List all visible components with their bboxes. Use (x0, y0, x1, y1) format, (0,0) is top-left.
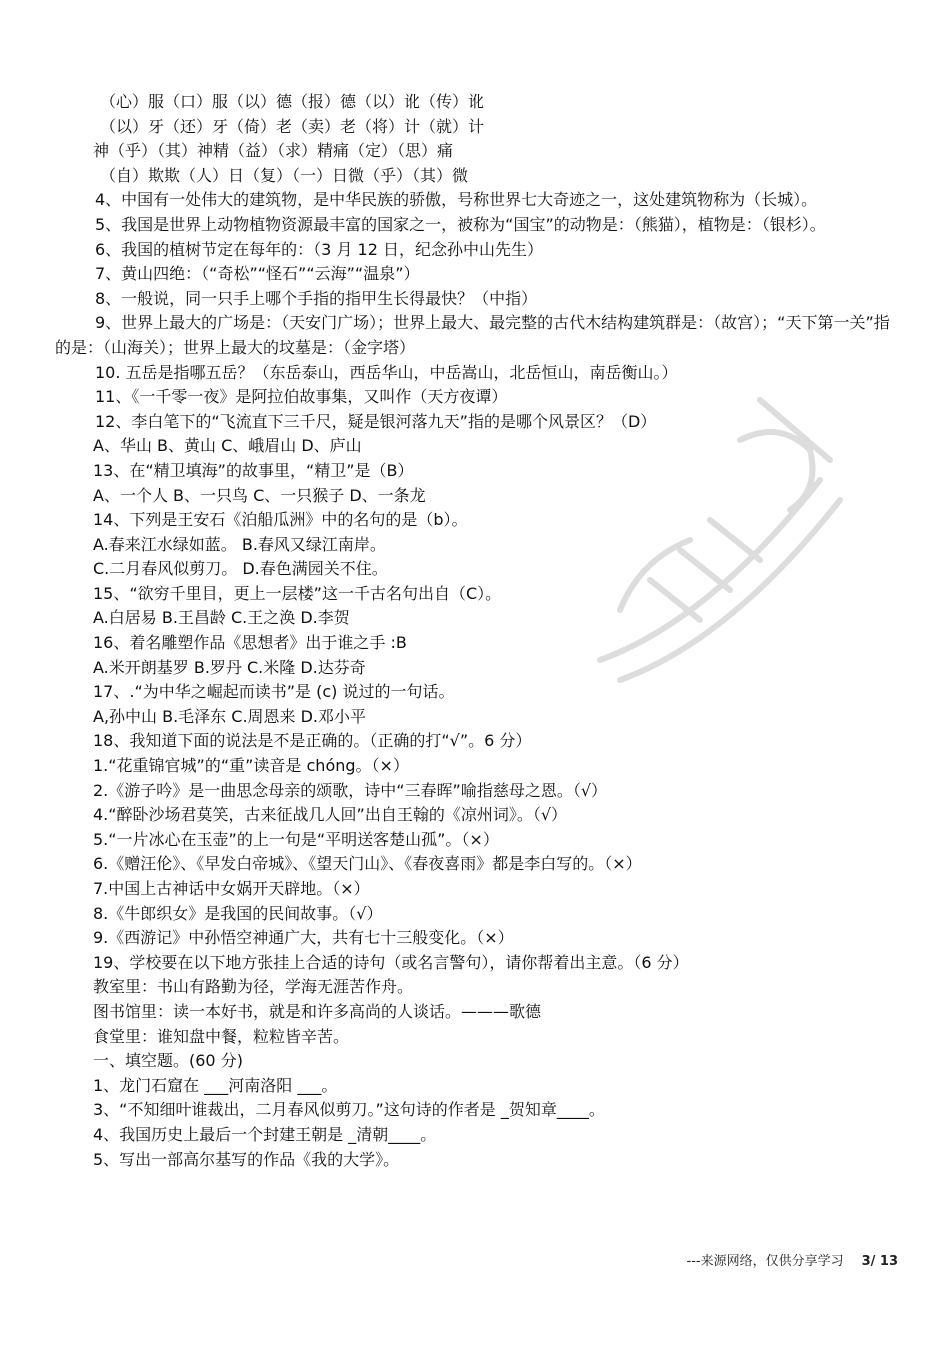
statement-18-2: 2.《游子吟》是一曲思念母亲的颂歌，诗中“三春晖”喻指慈母之恩。（√） (93, 780, 608, 800)
question-5: 5、我国是世界上动物植物资源最丰富的国家之一，被称为“国宝”的动物是：（熊猫），植物是：（银杉）。 (95, 214, 826, 234)
statement-18-8: 8.《牛郎织女》是我国的民间故事。（√） (93, 903, 383, 923)
fill-5: 5、写出一部高尔基写的作品《我的大学》。 (93, 1149, 400, 1169)
question-14: 14、下列是王安石《泊船瓜洲》中的名句的是（b）。 (93, 510, 468, 530)
options-17: A,孙中山 B.毛泽东 C.周恩来 D.邓小平 (93, 706, 367, 726)
answer-library: 图书馆里：读一本好书，就是和许多高尚的人谈话。———歌德 (93, 1001, 542, 1021)
question-12: 12、李白笔下的“飞流直下三千尺，疑是银河落九天”指的是哪个风景区？（D） (95, 411, 657, 431)
question-8: 8、一般说，同一只手上哪个手指的指甲生长得最快？（中指） (95, 288, 538, 308)
footer-source: ---来源网络，仅供分享学习 (686, 1254, 844, 1269)
options-14b: C.二月春风似剪刀。 D.春色满园关不住。 (93, 559, 388, 579)
question-16: 16、着名雕塑作品《思想者》出于谁之手 :B (93, 633, 407, 653)
question-15: 15、“欲穷千里目，更上一层楼”这一千古名句出自（C）。 (93, 583, 502, 603)
page-number: 3/ 13 (861, 1254, 898, 1269)
fill-1: 1、龙门石窟在 ___河南洛阳 ___。 (93, 1075, 338, 1095)
options-12: A、华山 B、黄山 C、峨眉山 D、庐山 (93, 436, 362, 456)
page-footer (687, 1250, 899, 1269)
statement-18-6: 6.《赠汪伦》、《早发白帝城》、《望天门山》、《春夜喜雨》都是李白写的。（×） (93, 854, 642, 874)
statement-18-1: 1.“花重锦官城”的“重”读音是 chóng。（×） (93, 756, 409, 776)
question-4: 4、中国有一处伟大的建筑物，是中华民族的骄傲，号称世界七大奇迹之一，这处建筑物称为（长城）。 (95, 190, 818, 210)
question-6: 6、我国的植树节定在每年的：（3 月 12 日，纪念孙中山先生） (95, 239, 543, 259)
idiom-line: 神（乎）（其）神精（益）（求）精痛（定）（思）痛 (93, 141, 454, 161)
options-16: A.米开朗基罗 B.罗丹 C.米隆 D.达芬奇 (93, 657, 366, 677)
fill-4: 4、我国历史上最后一个封建王朝是 _清朝____。 (93, 1124, 437, 1144)
idiom-line: （自）欺欺（人）日（复）（一）日微（乎）（其）微 (100, 165, 469, 185)
statement-18-5: 5.“一片冰心在玉壶”的上一句是“平明送客楚山孤”。（×） (93, 829, 499, 849)
question-17: 17、.“为中华之崛起而读书”是 (c) 说过的一句话。 (93, 682, 455, 702)
options-13: A、一个人 B、一只鸟 C、一只猴子 D、一条龙 (93, 485, 426, 505)
question-18: 18、我知道下面的说法是不是正确的。（正确的打“√”。6 分） (93, 731, 532, 751)
question-10: 10. 五岳是指哪五岳？（东岳泰山，西岳华山，中岳嵩山，北岳恒山，南岳衡山。） (95, 362, 678, 382)
question-13: 13、在“精卫填海”的故事里，“精卫”是（B） (93, 460, 414, 480)
fill-3: 3、“不知细叶谁裁出，二月春风似剪刀。”这句诗的作者是 _贺知章____。 (93, 1100, 605, 1120)
statement-18-4: 4.“醉卧沙场君莫笑，古来征战几人回”出自王翰的《凉州词》。（√） (93, 805, 568, 825)
options-15: A.白居易 B.王昌龄 C.王之涣 D.李贺 (93, 608, 350, 628)
statement-18-9: 9.《西游记》中孙悟空神通广大，共有七十三般变化。（×） (93, 928, 514, 948)
answer-classroom: 教室里：书山有路勤为径，学海无涯苦作舟。 (93, 977, 414, 997)
idiom-line: （心）服（口）服（以）德（报）德（以）讹（传）讹 (100, 92, 485, 111)
idiom-line: （以）牙（还）牙（倚）老（卖）老（将）计（就）计 (100, 116, 485, 136)
question-19: 19、学校要在以下地方张挂上合适的诗句（或名言警句），请你帮着出主意。（6 分） (93, 952, 689, 972)
section-heading: 一、填空题。(60 分) (93, 1051, 243, 1071)
document-body (55, 90, 900, 1172)
question-11: 11、《一千零一夜》是阿拉伯故事集，又叫作（天方夜谭） (95, 387, 508, 407)
statement-18-7: 7.中国上古神话中女娲开天辟地。（×） (93, 879, 370, 898)
question-7: 7、黄山四绝：（“奇松”“怪石”“云海”“温泉”） (95, 264, 420, 284)
answer-canteen: 食堂里：谁知盘中餐，粒粒皆辛苦。 (93, 1026, 350, 1046)
options-14a: A.春来江水绿如蓝。 B.春风又绿江南岸。 (93, 534, 386, 554)
question-9: 9、世界上最大的广场是：（天安门广场）；世界上最大、最完整的古代木结构建筑群是：（故宫）；“天下第一关”指的是：（山海关）；世界上最大的坟墓是：（金字塔） (55, 313, 890, 357)
